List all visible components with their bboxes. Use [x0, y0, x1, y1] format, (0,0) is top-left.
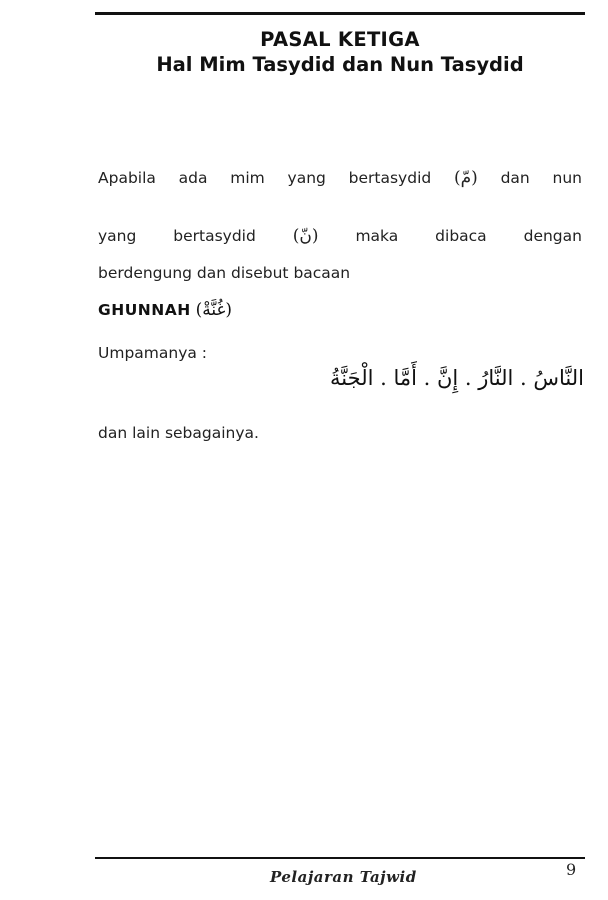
word: Apabila — [98, 169, 156, 187]
closing-text: dan lain sebagainya. — [98, 424, 259, 442]
ghunnah-arabic: (غُنَّةْ) — [195, 300, 233, 320]
ghunnah-label: GHUNNAH — [98, 301, 191, 319]
chapter-title: Hal Mim Tasydid dan Nun Tasydid — [156, 53, 524, 76]
explanation-paragraph — [98, 168, 582, 282]
word: ada — [178, 169, 208, 187]
top-rule — [95, 12, 585, 15]
word: bertasydid — [348, 169, 432, 187]
word: dengan — [523, 227, 582, 245]
chapter-heading — [95, 28, 585, 78]
word: yang — [287, 169, 326, 187]
word: bertasydid — [173, 227, 256, 245]
page-number: 9 — [566, 860, 577, 879]
word: yang — [98, 227, 137, 245]
word: mim — [230, 169, 265, 187]
example-label: Umpamanya : — [98, 344, 208, 362]
paragraph-line-3: berdengung dan disebut bacaan — [98, 264, 351, 282]
word: nun — [552, 169, 582, 187]
mim-tasydid-glyph: (مّ) — [453, 168, 478, 188]
paragraph-line-1 — [98, 168, 582, 198]
word: dibaca — [435, 227, 487, 245]
ghunnah-term — [98, 300, 232, 320]
footer-book-title: Pelajaran Tajwid — [270, 868, 417, 886]
word: maka — [355, 227, 399, 245]
word: dan — [500, 169, 530, 187]
footer-rule — [95, 857, 585, 859]
paragraph-line-2 — [98, 226, 582, 256]
chapter-label: PASAL KETIGA — [260, 28, 420, 51]
nun-tasydid-glyph: (نّ) — [292, 226, 319, 246]
arabic-examples: النَّاسُ . النَّارُ . إِنَّ . أَمَّا . الْجَنَّةُ — [330, 366, 584, 390]
